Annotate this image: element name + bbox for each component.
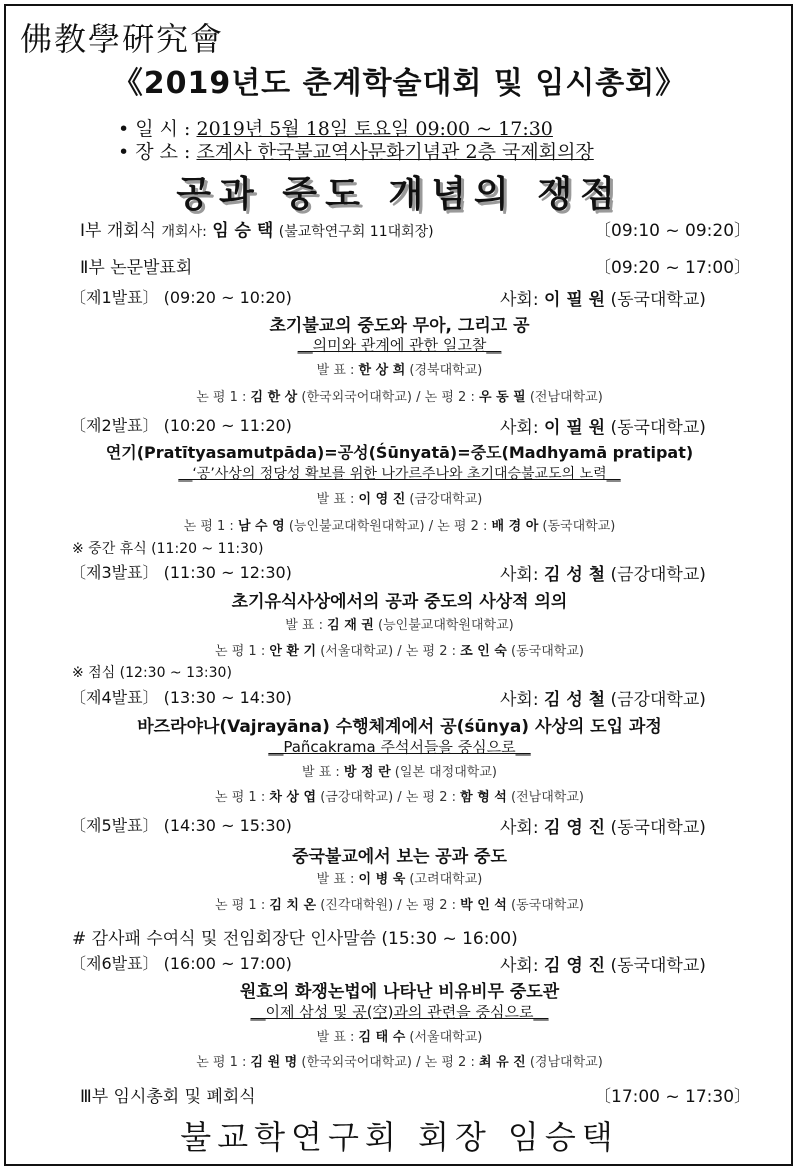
date-label: • 일 시 : [118, 118, 191, 140]
session-6-presenter [0, 1026, 799, 1045]
chair-affil: (동국대학교) [610, 290, 706, 310]
chair-name: 이 필 원 [543, 418, 606, 438]
presenter-name: 김 재 권 [327, 618, 374, 633]
discussant-2-label: 논 평 2 : [424, 1055, 475, 1070]
discussant-2-label: 논 평 2 : [405, 790, 456, 805]
separator: / [428, 519, 434, 534]
session-2-discussants [0, 515, 799, 534]
discussant-1-label: 논 평 1 : [215, 790, 266, 805]
discussant-1-affil: (능인불교대학원대학교) [288, 519, 425, 534]
session-3-title: 초기유식사상에서의 공과 중도의 사상적 의의 [231, 592, 568, 612]
presenter-affil: (일본 대정대학교) [394, 765, 497, 780]
chair-name: 김 영 진 [543, 818, 606, 838]
session-5-title: 중국불교에서 보는 공과 중도 [292, 847, 507, 867]
subtitle-text: __Pañcakrama 주석서들을 중심으로__ [268, 738, 531, 756]
presenter-affil: (능인불교대학원대학교) [378, 618, 514, 633]
discussant-1-name: 남 수 영 [237, 519, 285, 534]
session-2-chair [500, 413, 706, 438]
presenter-affil: (서울대학교) [409, 1030, 483, 1045]
session-1-subtitle [0, 334, 799, 355]
discussant-2-label: 논 평 2 : [424, 390, 475, 405]
discussant-1-name: 김 치 온 [269, 898, 317, 913]
presenter-name: 한 상 희 [358, 363, 406, 378]
page-title: 《2019년도 춘계학술대회 및 임시총회》 [112, 66, 687, 101]
discussant-1-affil: (한국외국어대학교) [301, 1055, 412, 1070]
discussant-1-name: 김 한 상 [250, 390, 298, 405]
session-2-head: 〔제2발표〕 (10:20 ~ 11:20) [70, 416, 292, 435]
presenter-label: 발 표 : [285, 618, 323, 633]
session-1-head: 〔제1발표〕 (09:20 ~ 10:20) [70, 288, 292, 307]
session-6-head: 〔제6발표〕 (16:00 ~ 17:00) [70, 954, 292, 973]
presenter-label: 발 표 : [316, 1030, 355, 1045]
chair-name: 김 성 철 [543, 565, 606, 585]
discussant-1-affil: (서울대학교) [320, 644, 394, 659]
chair-label: 사회: [500, 290, 539, 310]
chair-affil: (동국대학교) [610, 418, 706, 438]
session-4-head: 〔제4발표〕 (13:30 ~ 14:30) [70, 688, 292, 707]
session-3-chair [500, 560, 706, 585]
discussant-2-name: 박 인 석 [460, 898, 507, 913]
session-3-presenter [0, 614, 799, 633]
chair-label: 사회: [500, 418, 539, 438]
chair-affil: (금강대학교) [610, 565, 706, 585]
discussant-2-label: 논 평 2 : [405, 644, 456, 659]
date-value: 2019년 5월 18일 토요일 09:00 ~ 17:30 [196, 118, 553, 140]
discussant-1-affil: (한국외국어대학교) [301, 390, 412, 405]
session-5-discussants [0, 894, 799, 913]
chair-name: 김 성 철 [543, 690, 606, 710]
discussant-2-affil: (전남대학교) [529, 390, 603, 405]
session-1-chair [500, 285, 706, 310]
session-2-subtitle [0, 463, 799, 483]
discussant-2-affil: (동국대학교) [542, 519, 616, 534]
part2-label: Ⅱ부 논문발표회 [80, 258, 193, 278]
session-5-presenter [0, 868, 799, 887]
discussant-1-label: 논 평 1 : [196, 1055, 247, 1070]
session-3-discussants [0, 640, 799, 659]
discussant-2-name: 배 경 아 [491, 519, 539, 534]
chair-name: 이 필 원 [543, 290, 606, 310]
chair-affil: (동국대학교) [610, 818, 706, 838]
discussant-2-label: 논 평 2 : [437, 519, 488, 534]
presenter-name: 방 정 란 [343, 765, 391, 780]
chair-label: 사회: [500, 818, 539, 838]
session-1-title: 초기불교의 중도와 무아, 그리고 공 [269, 316, 530, 336]
discussant-1-name: 안 환 기 [269, 644, 317, 659]
opener-label: 개회사: [161, 224, 207, 240]
session-1-presenter [0, 359, 799, 378]
discussant-2-label: 논 평 2 : [405, 898, 456, 913]
place-label: • 장 소 : [118, 141, 191, 163]
separator: / [397, 790, 402, 805]
discussant-2-name: 함 형 석 [460, 790, 507, 805]
presenter-affil: (경북대학교) [409, 363, 483, 378]
presenter-affil: (고려대학교) [409, 872, 483, 887]
place-row [118, 137, 594, 164]
part1-time: 〔09:10 ~ 09:20〕 [594, 221, 752, 241]
separator: / [397, 644, 402, 659]
presenter-name: 김 태 수 [358, 1030, 406, 1045]
presenter-name: 이 영 진 [358, 492, 406, 507]
session-6-chair [500, 951, 706, 976]
part3-label: Ⅲ부 임시총회 및 폐회식 [80, 1087, 256, 1107]
separator: / [416, 1055, 421, 1070]
session-4-subtitle [0, 736, 799, 757]
subtitle-text: __의미와 관계에 관한 일고찰__ [297, 336, 502, 354]
presenter-label: 발 표 : [316, 363, 355, 378]
chair-affil: (동국대학교) [610, 956, 706, 976]
break-note: ※ 중간 휴식 (11:20 ~ 11:30) [72, 541, 264, 557]
discussant-1-name: 차 상 엽 [269, 790, 317, 805]
discussant-2-affil: (경남대학교) [529, 1055, 603, 1070]
discussant-2-name: 조 인 숙 [460, 644, 507, 659]
opener-name: 임 승 택 [212, 221, 274, 241]
discussant-1-affil: (진각대학원) [320, 898, 394, 913]
chair-label: 사회: [500, 690, 539, 710]
discussant-1-affil: (금강대학교) [320, 790, 394, 805]
session-4-discussants [0, 786, 799, 805]
presenter-affil: (금강대학교) [409, 492, 483, 507]
session-5-chair [500, 813, 706, 838]
org-name: 佛教學硏究會 [20, 20, 225, 58]
footer-signature: 불교학연구회 회장 임승택 [180, 1118, 619, 1156]
separator: / [416, 390, 421, 405]
discussant-1-name: 김 원 명 [250, 1055, 298, 1070]
discussant-2-name: 우 동 필 [478, 390, 526, 405]
chair-name: 김 영 진 [543, 956, 606, 976]
chair-label: 사회: [500, 956, 539, 976]
part1-label: Ⅰ부 개회식 [80, 221, 157, 241]
discussant-2-affil: (동국대학교) [511, 644, 584, 659]
session-2-presenter [0, 488, 799, 507]
subtitle-text: __‘공’사상의 정당성 확보를 위한 나가르주나와 초기대승불교도의 노력__ [178, 466, 621, 482]
discussant-2-name: 최 유 진 [478, 1055, 526, 1070]
part1-row [80, 216, 434, 241]
chair-label: 사회: [500, 565, 539, 585]
chair-affil: (금강대학교) [610, 690, 706, 710]
session-1-discussants [0, 386, 799, 405]
theme-title: 공과 중도 개념의 쟁점 [176, 174, 623, 215]
opener-affil: (불교학연구회 11대회장) [278, 224, 434, 240]
session-2-title: 연기(Pratītyasamutpāda)=공성(Śūnyatā)=중도(Madhyamā pratipat) [105, 443, 694, 462]
lunch-note: ※ 점심 (12:30 ~ 13:30) [72, 665, 232, 681]
session-4-presenter [0, 761, 799, 780]
presenter-label: 발 표 : [316, 872, 355, 887]
subtitle-text: __이제 삼성 및 공(空)과의 관련을 중심으로__ [250, 1003, 549, 1021]
presenter-label: 발 표 : [302, 765, 340, 780]
session-6-title: 원효의 화쟁논법에 나타난 비유비무 중도관 [239, 982, 560, 1002]
part2-time: 〔09:20 ~ 17:00〕 [594, 258, 752, 278]
separator: / [397, 898, 402, 913]
session-3-head: 〔제3발표〕 (11:30 ~ 12:30) [70, 563, 292, 582]
discussant-2-affil: (동국대학교) [511, 898, 584, 913]
discussant-1-label: 논 평 1 : [215, 898, 266, 913]
session-4-title: 바즈라야나(Vajrayāna) 수행체계에서 공(śūnya) 사상의 도입 과정 [137, 717, 662, 737]
presenter-name: 이 병 욱 [358, 872, 406, 887]
part3-time: 〔17:00 ~ 17:30〕 [594, 1087, 752, 1107]
session-6-discussants [0, 1051, 799, 1070]
discussant-1-label: 논 평 1 : [215, 644, 266, 659]
discussant-1-label: 논 평 1 : [183, 519, 234, 534]
discussant-1-label: 논 평 1 : [196, 390, 247, 405]
presenter-label: 발 표 : [316, 492, 355, 507]
session-4-chair [500, 685, 706, 710]
session-6-subtitle [0, 1001, 799, 1022]
session-5-head: 〔제5발표〕 (14:30 ~ 15:30) [70, 816, 292, 835]
place-value: 조계사 한국불교역사문화기념관 2층 국제회의장 [196, 141, 594, 163]
plaque-note: # 감사패 수여식 및 전임회장단 인사말씀 (15:30 ~ 16:00) [72, 929, 518, 949]
discussant-2-affil: (전남대학교) [511, 790, 584, 805]
